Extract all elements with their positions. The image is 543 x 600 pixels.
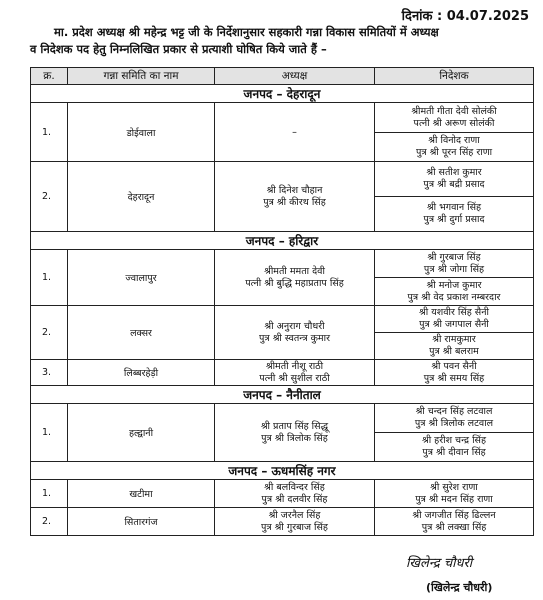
- district-haridwar: जनपद – हरिद्वार: [31, 232, 534, 250]
- row-committee: खटीमा: [68, 480, 215, 508]
- row-committee: हल्द्वानी: [68, 404, 215, 462]
- header-director: निदेशक: [375, 68, 534, 85]
- row-director: श्री चन्दन सिंह लटवाल पुत्र श्री त्रिलोक लटवाल: [375, 404, 534, 433]
- candidates-table: [30, 67, 534, 536]
- district-udham-singh-nagar: जनपद – ऊधमसिंह नगर: [31, 462, 534, 480]
- row-director: श्री गुरबाज सिंह पुत्र श्री जोगा सिंह: [375, 250, 534, 278]
- district-nainital: जनपद – नैनीताल: [31, 386, 534, 404]
- intro-paragraph: [30, 24, 530, 58]
- row-director: श्रीमती गीता देवी सोलंकी पत्नी श्री अरूण सोलंकी: [375, 103, 534, 133]
- row-president: श्री जरनैल सिंह पुत्र श्री गुरबाज सिंह: [215, 508, 375, 536]
- table-row: [31, 480, 534, 508]
- row-president: श्रीमती ममता देवी पत्नी श्री बुद्धि महाप्रताप सिंह: [215, 250, 375, 306]
- row-president: श्री अनुराग चौधरी पुत्र श्री स्वतन्त्र कुमार: [215, 306, 375, 360]
- row-president: श्री प्रताप सिंह सिद्धू पुत्र श्री त्रिलोक सिंह: [215, 404, 375, 462]
- district-row: [31, 85, 534, 103]
- header-sno: क्र.: [31, 68, 68, 85]
- row-president: श्रीमती नीशू राठी पत्नी श्री सुशील राठी: [215, 360, 375, 386]
- table-row: [31, 508, 534, 536]
- row-committee: देहरादून: [68, 162, 215, 232]
- row-sno: 1.: [31, 480, 68, 508]
- intro-line-2: व निदेशक पद हेतु निम्नलिखित प्रकार से प्रत्याशी घोषित किये जाते हैं –: [30, 42, 327, 56]
- row-director: श्री पवन सैनी पुत्र श्री समय सिंह: [375, 360, 534, 386]
- row-director: श्री रामकुमार पुत्र श्री बलराम: [375, 333, 534, 360]
- row-director: श्री जगजीत सिंह ढिल्लन पुत्र श्री लक्खा सिंह: [375, 508, 534, 536]
- row-director: श्री सतीश कुमार पुत्र श्री बद्री प्रसाद: [375, 162, 534, 197]
- row-sno: 1.: [31, 103, 68, 162]
- header-committee: गन्ना समिति का नाम: [68, 68, 215, 85]
- district-row: [31, 386, 534, 404]
- row-president: –: [215, 103, 375, 162]
- row-committee: लक्सर: [68, 306, 215, 360]
- table-row: [31, 250, 534, 278]
- row-sno: 3.: [31, 360, 68, 386]
- row-director: श्री मनोज कुमार पुत्र श्री वेद प्रकाश नम्बरदार: [375, 278, 534, 306]
- row-committee: डोईवाला: [68, 103, 215, 162]
- row-director: श्री भगवान सिंह पुत्र श्री दुर्गा प्रसाद: [375, 197, 534, 232]
- row-sno: 2.: [31, 508, 68, 536]
- signature-scribble: खिलेन्द्र चौधरी: [406, 556, 473, 571]
- intro-line-1: मा. प्रदेश अध्यक्ष श्री महेन्द्र भट्ट जी के निर्देशानुसार सहकारी गन्ना विकास समितियों में अध्यक्ष: [54, 25, 439, 39]
- row-director: श्री विनोद राणा पुत्र श्री पूरन सिंह राणा: [375, 133, 534, 162]
- row-director: श्री सुरेश राणा पुत्र श्री मदन सिंह राणा: [375, 480, 534, 508]
- district-dehradun: जनपद – देहरादून: [31, 85, 534, 103]
- row-director: श्री यशवीर सिंह सैनी पुत्र श्री जगपाल सैनी: [375, 306, 534, 333]
- row-sno: 2.: [31, 306, 68, 360]
- row-president: श्री बलविन्दर सिंह पुत्र श्री दलवीर सिंह: [215, 480, 375, 508]
- row-sno: 1.: [31, 250, 68, 306]
- table-row: [31, 162, 534, 197]
- table-row: [31, 306, 534, 333]
- signatory-name: (खिलेन्द्र चौधरी): [426, 581, 493, 594]
- row-committee: ज्वालापुर: [68, 250, 215, 306]
- row-director: श्री हरीश चन्द्र सिंह पुत्र श्री दीवान सिंह: [375, 433, 534, 462]
- header-president: अध्यक्ष: [215, 68, 375, 85]
- table-row: [31, 404, 534, 433]
- row-committee: लिब्बरहेड़ी: [68, 360, 215, 386]
- row-committee: सितारगंज: [68, 508, 215, 536]
- district-row: [31, 462, 534, 480]
- table-row: [31, 103, 534, 133]
- row-sno: 1.: [31, 404, 68, 462]
- document-date: दिनांक : 04.07.2025: [401, 9, 529, 24]
- row-president: श्री दिनेश चौहान पुत्र श्री कीरथ सिंह: [215, 162, 375, 232]
- district-row: [31, 232, 534, 250]
- row-sno: 2.: [31, 162, 68, 232]
- table-row: [31, 360, 534, 386]
- table-header-row: [31, 68, 534, 85]
